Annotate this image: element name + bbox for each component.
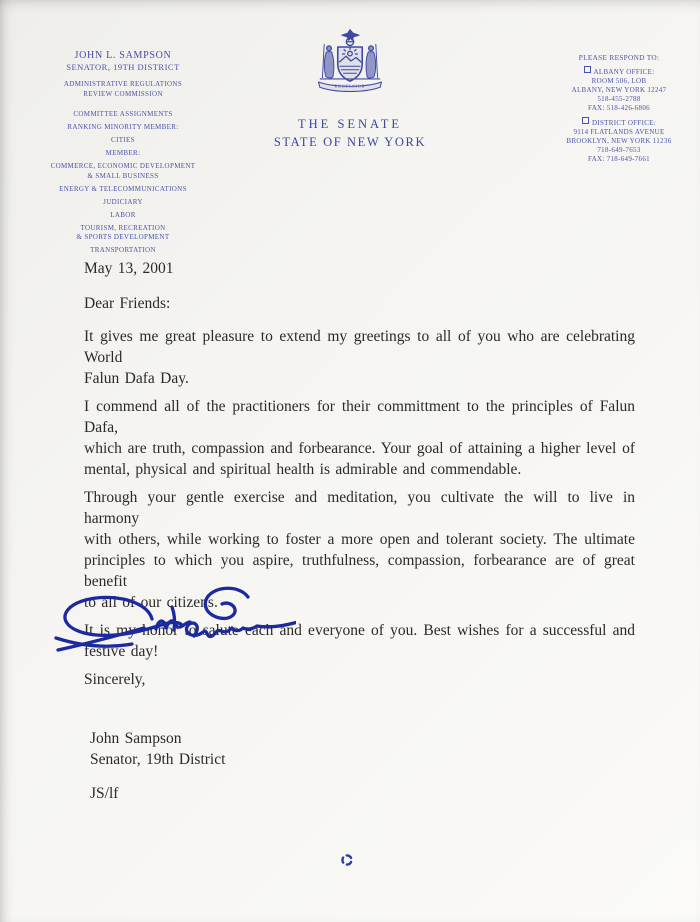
phone-line: 518-455-2788 <box>597 95 641 103</box>
paragraph <box>84 396 635 480</box>
address-line: ROOM 506, LOB <box>591 77 647 85</box>
fax-line: FAX: 718-649-7661 <box>588 155 650 163</box>
district-office-label: DISTRICT OFFICE: <box>540 117 698 128</box>
salutation: Dear Friends: <box>84 295 171 312</box>
respond-to-label: PLEASE RESPOND TO: <box>578 53 660 62</box>
member-label: MEMBER: <box>105 149 141 157</box>
paragraph-line: with others, while working to foster a more open and tolerant society. The ultimate <box>84 531 635 548</box>
checkbox-icon <box>582 117 589 124</box>
paragraph-line: principles to which you aspire, truthfulness, compassion, forbearance are of great benefit <box>84 552 635 590</box>
ranking-label: RANKING MINORITY MEMBER: <box>67 123 179 131</box>
letterhead-center <box>250 26 450 150</box>
commission-block <box>16 80 230 99</box>
commission-line: REVIEW COMMISSION <box>83 89 163 98</box>
senator-district: SENATOR, 19TH DISTRICT <box>66 62 180 72</box>
committee-item: COMMERCE, ECONOMIC DEVELOPMENT <box>50 162 196 170</box>
committee-heading: COMMITTEE ASSIGNMENTS <box>73 110 173 118</box>
signer-title: Senator, 19th District <box>90 751 226 768</box>
checkbox-icon <box>584 66 591 73</box>
paragraph-line: Falun Dafa Day. <box>84 370 189 387</box>
letterhead-right-column <box>540 53 698 164</box>
committee-item: TOURISM, RECREATION <box>80 223 166 232</box>
paragraph-line: I commend all of the practitioners for their committment to the principles of Falun Dafa, <box>84 398 635 436</box>
fax-line: FAX: 518-426-6806 <box>588 104 650 112</box>
handwritten-signature <box>52 582 296 658</box>
committee-item: LABOR <box>110 210 136 219</box>
paragraph-line: Through your gentle exercise and meditation, you cultivate the will to live in harmony <box>84 489 635 527</box>
paragraph <box>84 326 635 389</box>
recycle-icon <box>340 853 354 867</box>
letterhead-left-column <box>16 50 230 256</box>
new-york-state-seal-icon <box>306 26 394 110</box>
closing: Sincerely, <box>84 671 146 688</box>
committee-item: & SMALL BUSINESS <box>87 171 159 180</box>
address-line: 9114 FLATLANDS AVENUE <box>573 128 665 136</box>
letter-body <box>84 258 635 804</box>
address-line: BROOKLYN, NEW YORK 11236 <box>566 137 672 145</box>
signer-name: John Sampson <box>90 730 182 747</box>
committee-item: CITIES <box>111 136 135 144</box>
committee-item: & SPORTS DEVELOPMENT <box>76 233 170 241</box>
letter-date: May 13, 2001 <box>84 260 174 277</box>
paragraph-line: festive day! <box>84 643 159 660</box>
senator-name: JOHN L. SAMPSON <box>74 50 172 61</box>
committee-item: TRANSPORTATION <box>90 246 156 254</box>
state-title: STATE OF NEW YORK <box>273 135 427 149</box>
paragraph-line: It is my honor to salute each and everyone of you. Best wishes for a successful and <box>84 622 635 639</box>
phone-line: 718-649-7653 <box>597 146 641 154</box>
seal-motto: EXCELSIOR <box>334 83 366 89</box>
committee-item: ENERGY & TELECOMMUNICATIONS <box>59 184 187 193</box>
typist-initials: JS/lf <box>90 785 119 802</box>
paragraph-line: mental, physical and spiritual health is admirable and commendable. <box>84 461 522 478</box>
paragraph-line: It gives me great pleasure to extend my greetings to all of you who are celebrating World <box>84 328 635 366</box>
paragraph-line: which are truth, compassion and forbearance. Your goal of attaining a higher level of <box>84 440 635 457</box>
committee-item: JUDICIARY <box>103 197 143 206</box>
senate-title: THE SENATE <box>298 117 402 131</box>
address-line: ALBANY, NEW YORK 12247 <box>571 86 667 94</box>
signature-block <box>90 728 635 804</box>
albany-office-label: ALBANY OFFICE: <box>540 66 698 77</box>
commission-line: ADMINISTRATIVE REGULATIONS <box>63 80 183 88</box>
paragraph-line: to all of our citizens. <box>84 594 218 611</box>
